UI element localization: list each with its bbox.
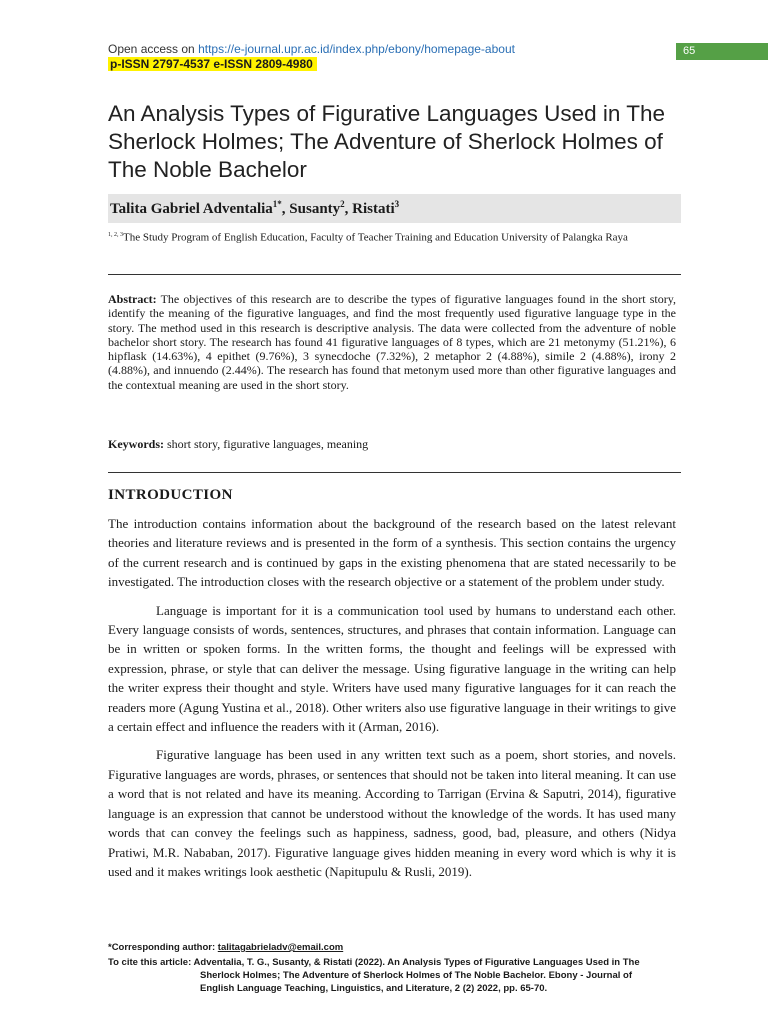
- issn-badge: p-ISSN 2797-4537 e-ISSN 2809-4980: [108, 57, 317, 71]
- author-name: Talita Gabriel Adventalia: [110, 201, 273, 217]
- cite-line: English Language Teaching, Linguistics, and Literature, 2 (2) 2022, pp. 65-70.: [200, 983, 548, 994]
- open-access-label: Open access on: [108, 42, 195, 56]
- corresponding-author: [108, 942, 343, 953]
- affiliation-superscript: 1, 2, 3: [108, 232, 123, 238]
- cite-line: Adventalia, T. G., Susanty, & Ristati (2022). An Analysis Types of Figurative Languages Used in The: [193, 957, 640, 968]
- keywords-text: short story, figurative languages, meaning: [167, 437, 369, 451]
- abstract-text: The objectives of this research are to describe the types of figurative languages found in the short story, identify the meaning of the figurative languages, and find the most frequently used figurative language type in the story. The method used in this research is descriptive analysis. The data were collected from the adventure of noble bachelor short story. The research has found 41 figurative languages of 8 types, which are 21 metonymy (51.21%), 6 hipflask (14.63%), 4 epithet (9.76%), 3 synecdoche (7.32%), 2 metaphor 2 (4.88%), simile 2 (4.88%), irony 2 (4.88%), and innuendo (2.44%). The research has found that metonym used more than other figurative languages and the contextual meaning are used in the short story.: [108, 292, 676, 392]
- author-superscript: 2: [340, 199, 345, 209]
- paper-title: An Analysis Types of Figurative Languages Used in The Sherlock Holmes; The Adventure of Sherlock Holmes of The Noble Bachelor: [108, 101, 666, 182]
- author-list: [110, 199, 399, 218]
- page-number-badge: 65: [676, 43, 768, 60]
- author-name: Ristati: [352, 201, 395, 217]
- author-separator: ,: [344, 201, 353, 217]
- affiliation: [108, 228, 653, 246]
- author-superscript: 3: [394, 199, 400, 209]
- paragraph: Figurative language has been used in any written text such as a poem, short stories, and novels. Figurative languages are words, phrases, or sentences that should not be taken into literal meaning. It can use a word that is not related and have its meaning. According to Tarrigan (Ervina & Saputri, 2014), figurative language is an expression that cannot be understood without the knowledge of the words. It has used many words that can convey the feelings such as happiness, sadness, good, bad, pleasure, and others (Nidya Pratiwi, M.R. Nababan, 2017). Figurative language gives hidden meaning in every word which is why it is used and it makes writings look aesthetic (Napitupulu & Rusli, 2019).: [108, 747, 676, 879]
- author-name: Susanty: [289, 201, 341, 217]
- author-superscript: 1*: [272, 199, 282, 209]
- affiliation-text: The Study Program of English Education, Faculty of Teacher Training and Education University of Palangka Raya: [123, 231, 628, 244]
- abstract-label: Abstract:: [108, 292, 157, 306]
- keywords-label: Keywords:: [108, 437, 164, 451]
- divider: [108, 274, 681, 275]
- corresponding-email-link[interactable]: talitagabrieladv@email.com: [217, 942, 344, 953]
- journal-homepage-link[interactable]: https://e-journal.upr.ac.id/index.php/ebony/homepage-about: [198, 42, 515, 56]
- author-separator: ,: [281, 201, 290, 217]
- citation: [108, 956, 680, 995]
- section-heading: INTRODUCTION: [108, 487, 233, 503]
- cite-line: Sherlock Holmes; The Adventure of Sherlock Holmes of The Noble Bachelor. Ebony - Journal of: [200, 970, 632, 981]
- abstract: [108, 292, 676, 392]
- corresponding-label: *Corresponding author:: [108, 942, 216, 953]
- open-access-line: [108, 42, 515, 56]
- keywords: [108, 437, 368, 452]
- divider: [108, 472, 681, 473]
- cite-label: To cite this article:: [108, 957, 192, 968]
- paragraph: The introduction contains information about the background of the research based on the latest relevant theories and literature reviews and is presented in the form of a synthesis. This section contains the urgency of the current research and is continued by gaps in the existing phenomena that are stated necessarily to be investigated. The introduction closes with the research objective or a statement of the problem under study.: [108, 516, 676, 590]
- paragraph: Language is important for it is a communication tool used by humans to understand each other. Every language consists of words, sentences, structures, and phrases that contain information. Language can be in written or spoken forms. In the written forms, the thought and feelings will be expressed with expression, phrase, or style that can deliver the message. Using figurative language in the writing can help the writer express their thought and style. Writers have used many figurative languages for it can reach the readers more (Agung Yustina et al., 2018). Other writers also use figurative language in their writings to give a certain effect and influence the readers with it (Arman, 2016).: [108, 602, 676, 735]
- body-text: [108, 514, 676, 890]
